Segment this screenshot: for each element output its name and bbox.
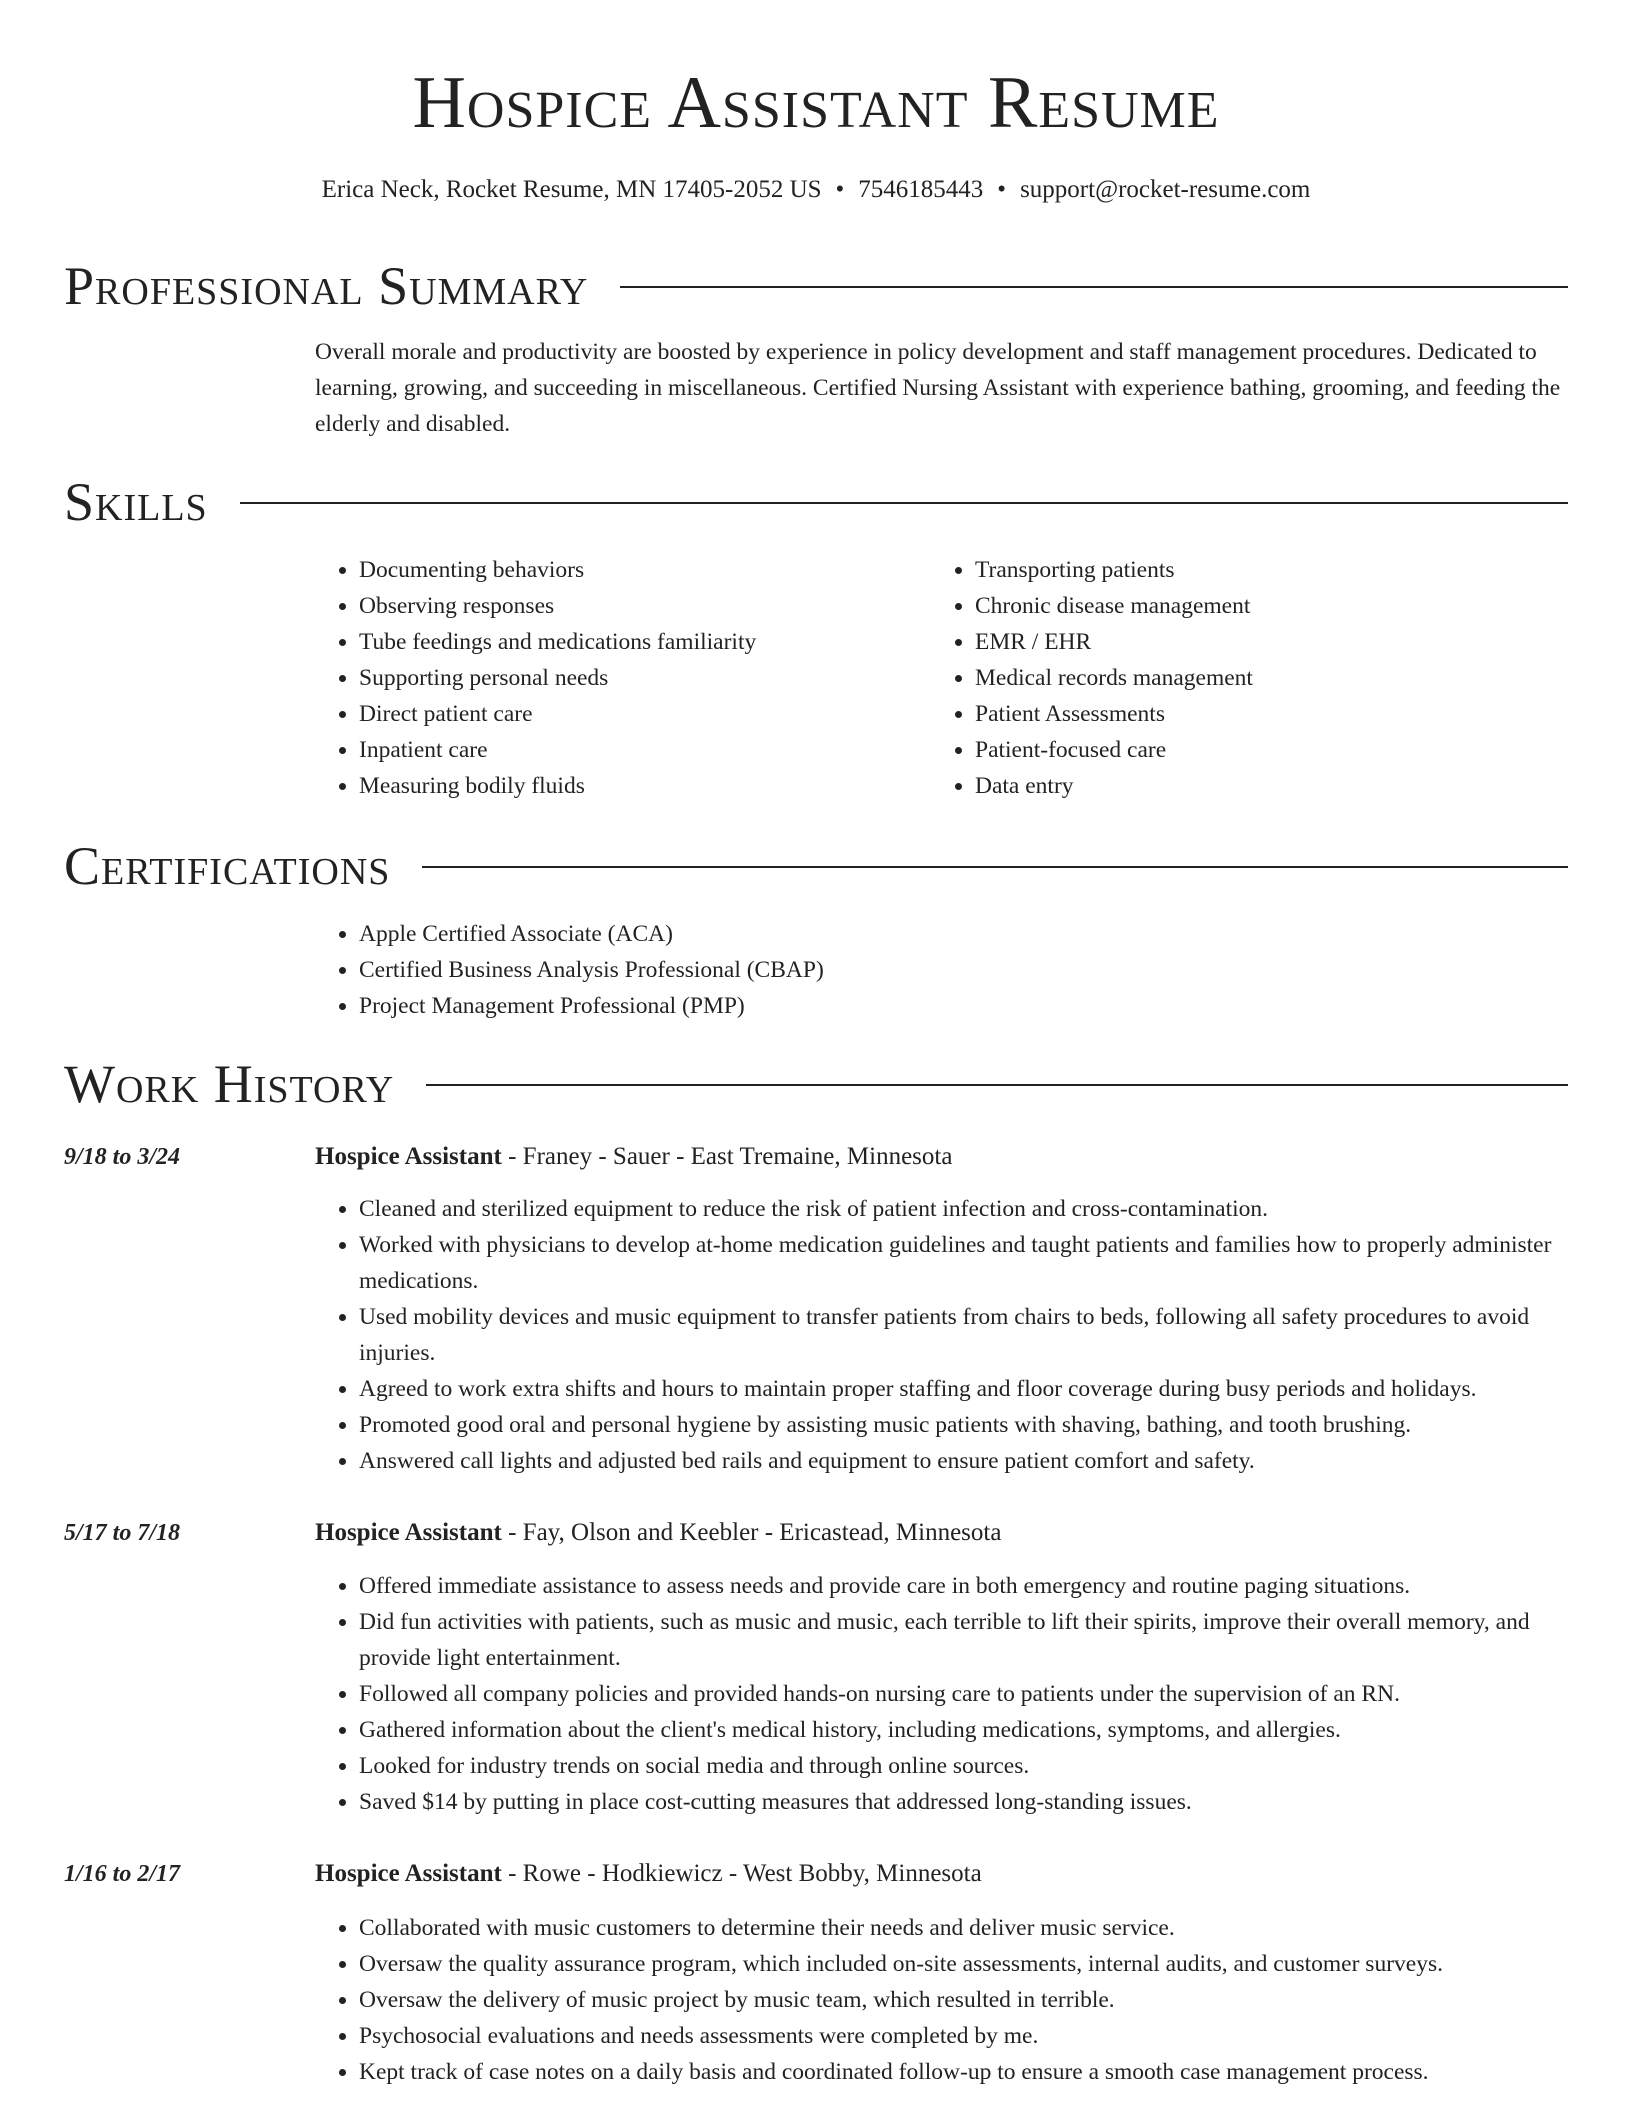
section-divider	[620, 286, 1568, 288]
contact-separator: •	[997, 176, 1007, 203]
job-bullet: • Looked for industry trends on social media and through online sources.	[359, 1748, 1585, 1784]
job-dates: 9/18 to 3/24	[64, 1144, 181, 1170]
job-bullet: • Answered call lights and adjusted bed rails and equipment to ensure patient comfort and safety.	[359, 1443, 1585, 1479]
work-section-header	[64, 1052, 1568, 1116]
job-bullet: • Psychosocial evaluations and needs assessments were completed by me.	[359, 2018, 1585, 2054]
skill-item: • Documenting behaviors	[359, 552, 875, 588]
job-bullet: • Promoted good oral and personal hygiene by assisting music patients with shaving, bathing, and tooth brushing.	[359, 1407, 1585, 1443]
section-divider	[240, 502, 1568, 504]
job-company-location: - Franey - Sauer - East Tremaine, Minnesota	[501, 1143, 953, 1170]
certification-item: • Project Management Professional (PMP)	[359, 988, 1515, 1024]
job-company-location: - Rowe - Hodkiewicz - West Bobby, Minnesota	[501, 1860, 982, 1887]
job-bullet: • Offered immediate assistance to assess needs and provide care in both emergency and routine paging situations.	[359, 1568, 1585, 1604]
skill-item: • Transporting patients	[975, 552, 1491, 588]
job-bullet: • Gathered information about the client's medical history, including medications, symptoms, and allergies.	[359, 1712, 1585, 1748]
contact-separator: •	[835, 176, 845, 203]
job-bullet: • Did fun activities with patients, such as music and music, each terrible to lift their spirits, improve their overall memory, and provide light entertainment.	[359, 1604, 1585, 1676]
skill-item: • Chronic disease management	[975, 588, 1491, 624]
skill-item: • Supporting personal needs	[359, 660, 875, 696]
contact-phone: 7546185443	[858, 176, 984, 203]
certifications-heading: Certifications	[64, 836, 391, 896]
job-role: Hospice Assistant	[315, 1519, 502, 1546]
job-bullet: • Cleaned and sterilized equipment to reduce the risk of patient infection and cross-contamination.	[359, 1191, 1585, 1227]
summary-heading: Professional Summary	[64, 256, 589, 316]
certifications-list	[315, 916, 1515, 1024]
certification-item: • Apple Certified Associate (ACA)	[359, 916, 1515, 952]
job-bullet: • Worked with physicians to develop at-home medication guidelines and taught patients and families how to properly administer medications.	[359, 1227, 1585, 1299]
skill-item: • Medical records management	[975, 660, 1491, 696]
skill-item: • Observing responses	[359, 588, 875, 624]
skills-section-header	[64, 470, 1568, 534]
job-bullet: • Used mobility devices and music equipment to transfer patients from chairs to beds, following all safety procedures to avoid injuries.	[359, 1299, 1585, 1371]
skills-left-column	[315, 552, 875, 804]
contact-address: Erica Neck, Rocket Resume, MN 17405-2052 US	[321, 176, 822, 203]
job-dates: 5/17 to 7/18	[64, 1520, 181, 1546]
job-heading	[315, 1856, 982, 1892]
contact-email[interactable]: support@rocket-resume.com	[1020, 176, 1311, 203]
skill-item: • Patient Assessments	[975, 696, 1491, 732]
skill-item: • Measuring bodily fluids	[359, 768, 875, 804]
skill-item: • Patient-focused care	[975, 732, 1491, 768]
skill-item: • Data entry	[975, 768, 1491, 804]
resume-title: Hospice Assistant Resume	[412, 62, 1220, 144]
skill-item: • Tube feedings and medications familiarity	[359, 624, 875, 660]
job-bullet: • Agreed to work extra shifts and hours to maintain proper staffing and floor coverage during busy periods and holidays.	[359, 1371, 1585, 1407]
job-bullet-list	[315, 1568, 1585, 1820]
job-bullet: • Oversaw the delivery of music project by music team, which resulted in terrible.	[359, 1982, 1585, 2018]
skills-heading: Skills	[64, 472, 208, 532]
certification-item: • Certified Business Analysis Professional (CBAP)	[359, 952, 1515, 988]
section-divider	[422, 866, 1568, 868]
job-role: Hospice Assistant	[315, 1143, 502, 1170]
skill-item: • Inpatient care	[359, 732, 875, 768]
work-heading: Work History	[64, 1054, 395, 1114]
summary-text: Overall morale and productivity are boosted by experience in policy development and staff management procedures. Dedicated to learning, growing, and succeeding in miscellaneous. Certified Nursing Assistant with experience bathing, grooming, and feeding the elderly and disabled.	[315, 339, 1561, 437]
skill-item: • Direct patient care	[359, 696, 875, 732]
job-heading	[315, 1515, 1001, 1551]
job-dates: 1/16 to 2/17	[64, 1861, 181, 1887]
job-bullet-list	[315, 1910, 1585, 2090]
job-company-location: - Fay, Olson and Keebler - Ericastead, Minnesota	[501, 1519, 1002, 1546]
skills-right-column	[931, 552, 1491, 804]
job-bullet: • Oversaw the quality assurance program, which included on-site assessments, internal audits, and customer surveys.	[359, 1946, 1585, 1982]
job-role: Hospice Assistant	[315, 1860, 502, 1887]
job-bullet: • Kept track of case notes on a daily basis and coordinated follow-up to ensure a smooth case management process.	[359, 2054, 1585, 2090]
job-bullet: • Saved $14 by putting in place cost-cutting measures that addressed long-standing issues.	[359, 1784, 1585, 1820]
contact-line	[0, 172, 1632, 208]
job-bullet: • Collaborated with music customers to determine their needs and deliver music service.	[359, 1910, 1585, 1946]
summary-section-header	[64, 254, 1568, 318]
skill-item: • EMR / EHR	[975, 624, 1491, 660]
job-heading	[315, 1139, 952, 1175]
certifications-section-header	[64, 834, 1568, 898]
job-bullet-list	[315, 1191, 1585, 1479]
job-bullet: • Followed all company policies and provided hands-on nursing care to patients under the supervision of an RN.	[359, 1676, 1585, 1712]
section-divider	[426, 1084, 1568, 1086]
